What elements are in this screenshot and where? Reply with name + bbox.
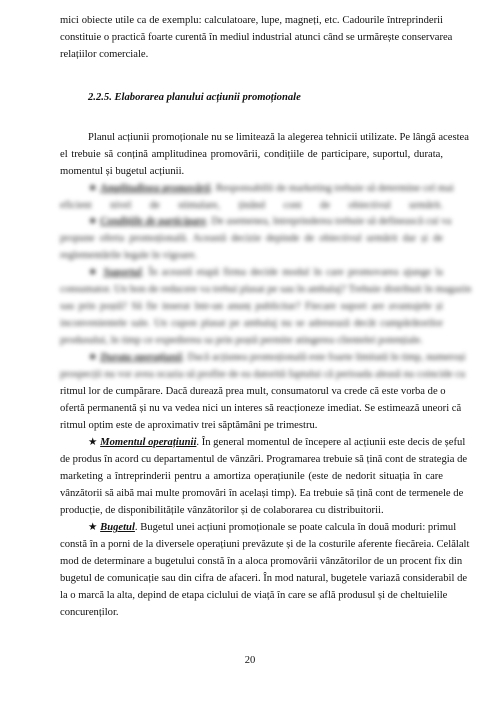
bullet-title: Amplitudinea promovării bbox=[100, 183, 211, 194]
text-line: mici obiecte utile ca de exemplu: calculatoare, lupe, magneți, etc. Cadourile întreprinderii bbox=[60, 15, 443, 26]
text-line: marketing a întreprinderii pentru a amortiza operațiunile (este de nedorit situația în care bbox=[60, 471, 443, 482]
text-line: sau prin poștă? Să fie inserat într-un anunț publicitar? Fiecare suport are avantajele și bbox=[60, 301, 443, 312]
bullet-item bbox=[88, 266, 443, 279]
bullet-title: Bugetul bbox=[100, 522, 135, 533]
text-line: de produs în acord cu departamentul de vânzări. Programarea trebuie să țină cont de strategia de bbox=[60, 454, 468, 465]
text-line: reglementările legale în vigoare. bbox=[60, 250, 198, 261]
text-line: ritmul lor de cumpărare. Dacă durează prea mult, consumatorul va crede că este vorba de o bbox=[60, 386, 446, 397]
bullet-item bbox=[88, 351, 466, 364]
bullet-text: . Bugetul unei acțiuni promoționale se poate calcula în două moduri: primul bbox=[134, 522, 457, 533]
bullet-text: . În general momentul de începere al acțiunii este decis de șeful bbox=[196, 437, 466, 448]
text-line: consumator. Un bon de reducere va trebui plasat pe sau în ambalaj? Trebuie distribuit în magazin bbox=[60, 284, 472, 295]
bullet-item bbox=[88, 182, 454, 195]
text-line: ritmul optim este de aproximativ trei săptămâni pe trimestru. bbox=[60, 420, 318, 431]
text-line: constituie o practică foarte curentă în mediul industrial atunci când se urmărește conservarea bbox=[60, 32, 453, 43]
bullet-title: Momentul operațiunii bbox=[100, 437, 197, 448]
text-line: ofertă permanentă și nu va vedea nici un interes să reacționeze imediat. Se estimează uneori că bbox=[60, 403, 462, 414]
text-line: la o marcă la alta, depind de etapa ciclului de viață în care se află produsul și de cheltuielile bbox=[60, 590, 448, 601]
text-line: inconvenientele sale. Un cupon plasat pe ambalaj nu se adresează decât cumpărătorilor bbox=[60, 318, 443, 329]
bullet-title: Condițiile de participare bbox=[100, 216, 207, 227]
bullet-text: . Dacă acțiunea promoțională este foarte limitată în timp, numeroși bbox=[182, 352, 466, 363]
text-line: produsului, în timp ce expedierea sa prin poștă permite atingerea clientelei potențiale. bbox=[60, 335, 423, 346]
text-line: concurenților. bbox=[60, 607, 119, 618]
text-line: eficient nivel de stimulare, ținând cont de obiectivul urmărit. bbox=[60, 200, 443, 211]
text-line: Planul acțiunii promoționale nu se limitează la alegerea tehnicii utilizate. Pe lângă acestea bbox=[88, 132, 469, 143]
star-icon: ★ bbox=[88, 216, 98, 227]
text-line: el trebuie să conțină amplitudinea promovării, condițiile de participare, suportul, durata, bbox=[60, 149, 443, 160]
bullet-item bbox=[88, 521, 457, 534]
text-line: momentul și bugetul acțiunii. bbox=[60, 166, 185, 177]
page-number: 20 bbox=[244, 655, 256, 666]
text-line: bugetul de comunicație sau din cifra de afaceri. În mod natural, bugetele variază considerabil de bbox=[60, 573, 468, 584]
bullet-text: . Responsabilii de marketing trebuie să determine cel mai bbox=[210, 183, 454, 194]
star-icon: ★ bbox=[88, 352, 98, 363]
bullet-text: . De asemenea, întreprinderea trebuie să definească cui va bbox=[206, 216, 452, 227]
star-icon: ★ bbox=[88, 183, 98, 194]
bullet-item bbox=[88, 436, 466, 449]
text-line: relațiilor comerciale. bbox=[60, 49, 149, 60]
text-line: mod de determinare a bugetului constă în a aloca promovării vânzătorilor de un procent fix din bbox=[60, 556, 463, 567]
text-line: constă în a porni de la diversele operațiuni prevăzute și de la costurile aferente fiecăreia. Celălalt bbox=[60, 539, 470, 550]
section-heading: 2.2.5. Elaborarea planului acțiunii promoționale bbox=[88, 92, 301, 103]
star-icon: ★ bbox=[88, 267, 100, 278]
bullet-item bbox=[88, 215, 452, 228]
bullet-title: Suportul bbox=[103, 267, 142, 278]
text-line: producție, de disponibilitățile vânzătorilor și de colaborarea cu distribuitorii. bbox=[60, 505, 384, 516]
text-line: prospecții nu vor avea ocazia să profite de ea datorită faptului că perioada aleasă nu coincide cu bbox=[60, 369, 466, 380]
bullet-title: Durata operațiunii bbox=[100, 352, 183, 363]
star-icon: ★ bbox=[88, 522, 98, 533]
text-line: vânzătorii să aibă mai multe promovări în același timp). Ea trebuie să țină cont de termenele de bbox=[60, 488, 464, 499]
bullet-text: . În această etapă firma decide modul în care promovarea ajunge la bbox=[141, 267, 443, 278]
star-icon: ★ bbox=[88, 437, 98, 448]
text-line: propune oferta promoțională. Această decizie depinde de obiectivul urmărit dar și de bbox=[60, 233, 443, 244]
